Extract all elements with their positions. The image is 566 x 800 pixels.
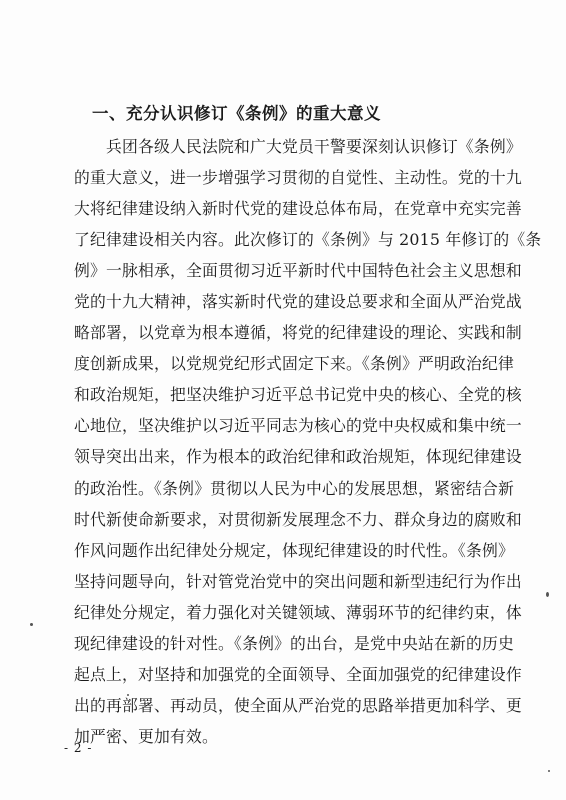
paragraph-line: 的重大意义，进一步增强学习贯彻的自觉性、主动性。党的十九 [74, 168, 522, 188]
scan-speck [127, 694, 129, 696]
paragraph-line: 坚持问题导向，针对管党治党中的突出问题和新型违纪行为作出 [74, 571, 522, 591]
paragraph-line: 党的十九大精神，落实新时代党的建设总要求和全面从严治党战 [74, 292, 522, 312]
paragraph-line: 的政治性。《条例》贯彻以人民为中心的发展思想，紧密结合新 [74, 478, 515, 498]
paragraph-line: 度创新成果，以党规党纪形式固定下来。《条例》严明政治纪律 [74, 354, 515, 374]
paragraph-line: 作风问题作出纪律处分规定，体现纪律建设的时代性。《条例》 [74, 540, 515, 560]
paragraph-line: 大将纪律建设纳入新时代党的建设总体布局，在党章中充实完善 [74, 199, 522, 219]
paragraph-line: 和政治规矩，把坚决维护习近平总书记党中央的核心、全党的核 [74, 385, 522, 405]
paragraph-line: 加严密、更加有效。 [74, 726, 218, 746]
paragraph-line: 领导突出出来，作为根本的政治纪律和政治规矩，体现纪律建设 [74, 447, 522, 467]
paragraph-line: 兵团各级人民法院和广大党员干警要深刻认识修订《条例》 [106, 137, 522, 156]
paragraph-line: 出的再部署、再动员，使全面从严治党的思路举措更加科学、更 [74, 695, 522, 715]
scan-speck [30, 623, 33, 626]
scan-speck [548, 770, 550, 772]
paragraph-line: 心地位，坚决维护以习近平同志为核心的党中央权威和集中统一 [74, 416, 522, 436]
paragraph-line: 略部署，以党章为根本遵循，将党的纪律建设的理论、实践和制 [74, 323, 522, 343]
page-number: - 2 - [64, 741, 93, 755]
body-paragraph [74, 131, 542, 752]
paragraph-line: 纪律处分规定，着力强化对关键领域、薄弱环节的纪律约束，体 [74, 602, 522, 622]
paragraph-line: 起点上，对坚持和加强党的全面领导、全面加强党的纪律建设作 [74, 664, 522, 684]
paragraph-line: 了纪律建设相关内容。此次修订的《条例》与 2015 年修订的《条 [74, 230, 542, 250]
section-heading: 一、充分认识修订《条例》的重大意义 [92, 104, 381, 123]
paragraph-line: 现纪律建设的针对性。《条例》的出台，是党中央站在新的历史 [74, 633, 515, 653]
paragraph-line: 时代新使命新要求，对贯彻新发展理念不力、群众身边的腐败和 [74, 509, 522, 529]
paragraph-line: 例》一脉相承，全面贯彻习近平新时代中国特色社会主义思想和 [74, 261, 522, 281]
scan-speck [546, 592, 549, 597]
